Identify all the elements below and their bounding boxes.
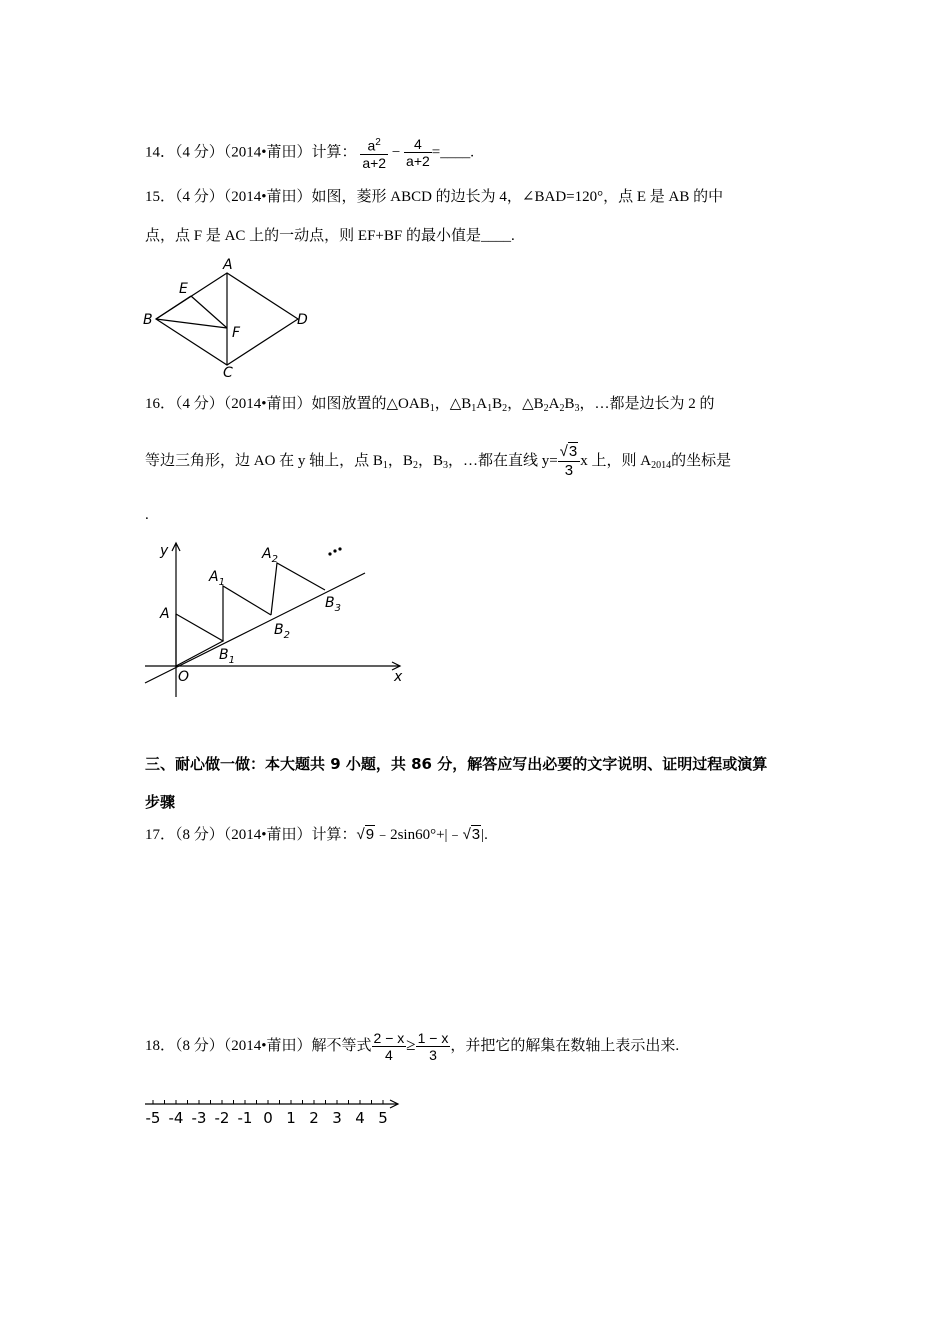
- sqrt-9: √9: [356, 826, 375, 843]
- q14-fraction-2: $\frac{4}{a+2}$: [406, 136, 430, 170]
- q15-line-2: 点，点 F 是 AC 上的一动点，则 EF+BF 的最小值是____.: [145, 228, 515, 244]
- q16-line-3: .: [145, 507, 149, 523]
- q18-fraction-2: $\frac{1 - x}{3}$: [417, 1030, 449, 1063]
- label-A: A: [223, 257, 233, 273]
- q14-fraction-1: $\frac{a^2}{a+2}$: [362, 137, 387, 171]
- q16-slope-fraction: $\frac{√3}{3}$: [558, 443, 581, 480]
- label-B2: $B_2$: [274, 622, 290, 641]
- label-C: C: [223, 365, 233, 380]
- label-F: F: [232, 325, 241, 341]
- label-E: E: [179, 281, 188, 297]
- q14-lead: 计算：: [311, 144, 357, 161]
- q14-minus: −: [391, 144, 401, 161]
- q14-score: （4 分）: [175, 144, 224, 161]
- number-line-label: -2: [214, 1109, 230, 1127]
- section-3-heading-line-1: 三、耐心做一做：本大题共 9 小题，共 86 分，解答应写出必要的文字说明、证明过程或演算: [145, 755, 768, 773]
- q16-line-1: 16．（4 分）（2014•莆田）如图放置的$\triangle OAB_1$，$\triangle B_1A_1B_2$，$\triangle B_2A_2B_3$，…都是边长为 2 的: [145, 396, 715, 414]
- number-line-label: 0: [263, 1109, 273, 1127]
- number-line-label: 1: [286, 1109, 296, 1127]
- number-line-label: 2: [309, 1109, 319, 1127]
- number-line-label: -1: [237, 1109, 253, 1127]
- label-y: y: [160, 543, 169, 559]
- q14-source: （2014•莆田）: [223, 144, 312, 161]
- label-x: x: [394, 669, 403, 685]
- question-14: [145, 135, 474, 171]
- question-17: 17．（8 分）（2014•莆田）计算：√9﹣2sin60°+|﹣√3|.: [145, 826, 488, 843]
- label-O: O: [178, 669, 190, 685]
- label-D: D: [297, 312, 308, 328]
- number-line: [140, 1093, 410, 1129]
- number-line-label: -5: [145, 1109, 161, 1127]
- label-B: B: [143, 312, 153, 328]
- q15-line-1: 15．（4 分）（2014•莆田）如图，菱形 ABCD 的边长为 4，∠BAD=120°，点 E 是 AB 的中: [145, 189, 724, 205]
- label-B1: $B_1$: [219, 647, 235, 666]
- label-B3: $B_3$: [325, 595, 341, 614]
- q14-tail: =____.: [431, 144, 474, 161]
- q16-line-2: 等边三角形，边 AO 在 y 轴上，点 $B_1$，$B_2$，$B_3$，…都在直线 y= $\frac{√3}{3}$ x 上，则 $A_{2014}$的坐标是: [145, 443, 732, 479]
- number-line-label: 4: [355, 1109, 365, 1127]
- q14-number: 14．: [145, 144, 176, 161]
- number-line-label: -4: [168, 1109, 184, 1127]
- label-A: A: [160, 606, 170, 622]
- question-18: 18．（8 分）（2014•莆田）解不等式 $\frac{2 - x}{4}$ ≥ $\frac{1 - x}{3}$ ，并把它的解集在数轴上表示出来.: [145, 1030, 680, 1063]
- number-line-label: 5: [378, 1109, 388, 1127]
- rhombus-figure: [140, 255, 320, 380]
- sqrt-3: √3: [462, 826, 481, 843]
- label-A2: $A_2$: [262, 546, 278, 565]
- triangles-figure: [140, 535, 410, 700]
- q18-fraction-1: $\frac{2 - x}{4}$: [373, 1030, 405, 1063]
- section-3-heading-line-2: 步骤: [145, 793, 176, 811]
- label-A1: $A_1$: [209, 569, 225, 588]
- number-line-label: -3: [191, 1109, 207, 1127]
- number-line-label: 3: [332, 1109, 342, 1127]
